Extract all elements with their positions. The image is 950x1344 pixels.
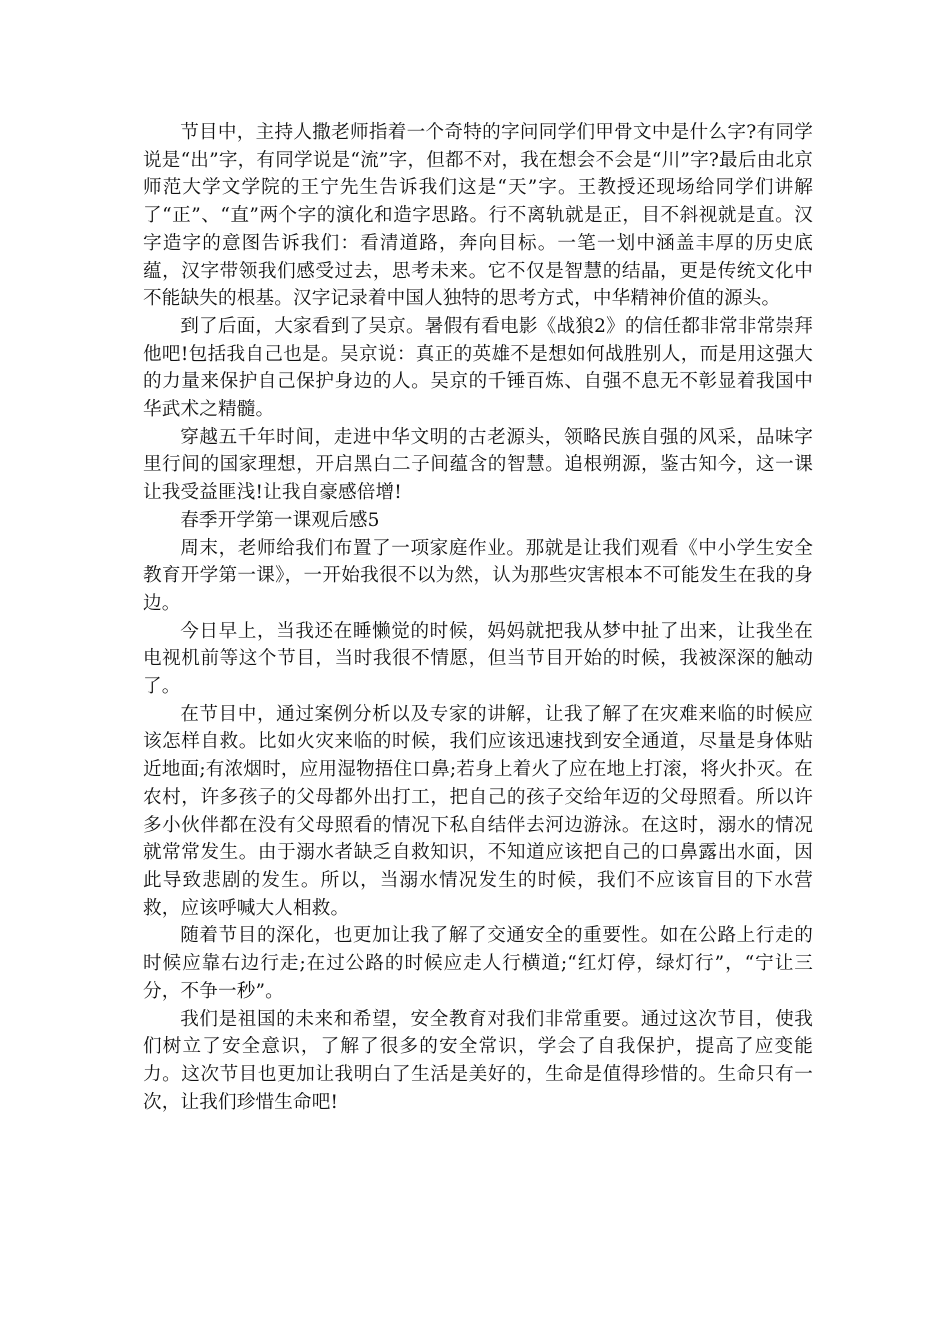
- section-title: 春季开学第一课观后感5: [180, 509, 380, 531]
- paragraph-hanzi: 节目中，主持人撒老师指着一个奇特的字问同学们甲骨文中是什么字?有同学说是“出”字，有同学说是“流”字，但都不对，我在想会不会是“川”字?最后由北京师范大学文学院的王宁先生告诉我们这是“天”字。王教授还现场给同学们讲解了“正”、“直”两个字的演化和造字思路。行不离轨就是正，目不斜视就是直。汉字造字的意图告诉我们：看清道路，奔向目标。一笔一划中涵盖丰厚的历史底蕴，汉字带领我们感受过去，思考未来。它不仅是智慧的结晶，更是传统文化中不能缺失的根基。汉字记录着中国人独特的思考方式，中华精神价值的源头。: [143, 122, 813, 310]
- paragraph-traffic-safety: 随着节目的深化，也更加让我了解了交通安全的重要性。如在公路上行走的时候应靠右边行走;在过公路的时候应走人行横道;“红灯停，绿灯行”，“宁让三分，不争一秒”。: [143, 925, 813, 1002]
- paragraph-self-rescue: 在节目中，通过案例分析以及专家的讲解，让我了解了在灾难来临的时候应该怎样自救。比如火灾来临的时候，我们应该迅速找到安全通道，尽量是身体贴近地面;有浓烟时，应用湿物捂住口鼻;若身上着火了应在地上打滚，将火扑灭。在农村，许多孩子的父母都外出打工，把自己的孩子交给年迈的父母照看。所以许多小伙伴都在没有父母照看的情况下私自结伴去河边游泳。在这时，溺水的情况就常常发生。由于溺水者缺乏自救知识，不知道应该把自己的口鼻露出水面，因此导致悲剧的发生。所以，当溺水情况发生的时候，我们不应该盲目的下水营救，应该呼喊大人相救。: [143, 703, 813, 919]
- paragraph-wujing: 到了后面，大家看到了吴京。暑假有看电影《战狼2》的信任都非常非常崇拜他吧!包括我自己也是。吴京说：真正的英雄不是想如何战胜别人，而是用这强大的力量来保护自己保护身边的人。吴京的千锤百炼、自强不息无不彰显着我国中华武术之精髓。: [143, 315, 813, 421]
- document-body: [143, 119, 813, 1116]
- paragraph-conclusion: 穿越五千年时间，走进中华文明的古老源头，领略民族自强的风采，品味字里行间的国家理想，开启黑白二子间蕴含的智慧。追根朔源，鉴古知今，这一课让我受益匪浅!让我自豪感倍增!: [143, 426, 813, 504]
- paragraph-morning: 今日早上，当我还在睡懒觉的时候，妈妈就把我从梦中扯了出来，让我坐在电视机前等这个节目，当时我很不情愿，但当节目开始的时候，我被深深的触动了。: [143, 620, 813, 698]
- paragraph-homework: 周末，老师给我们布置了一项家庭作业。那就是让我们观看《中小学生安全教育开学第一课》，一开始我很不以为然，认为那些灾害根本不可能发生在我的身边。: [143, 537, 813, 614]
- paragraph-closing: 我们是祖国的未来和希望，安全教育对我们非常重要。通过这次节目，使我们树立了安全意识，了解了很多的安全常识，学会了自我保护，提高了应变能力。这次节目也更加让我明白了生活是美好的，生命是值得珍惜的。生命只有一次，让我们珍惜生命吧!: [143, 1008, 813, 1113]
